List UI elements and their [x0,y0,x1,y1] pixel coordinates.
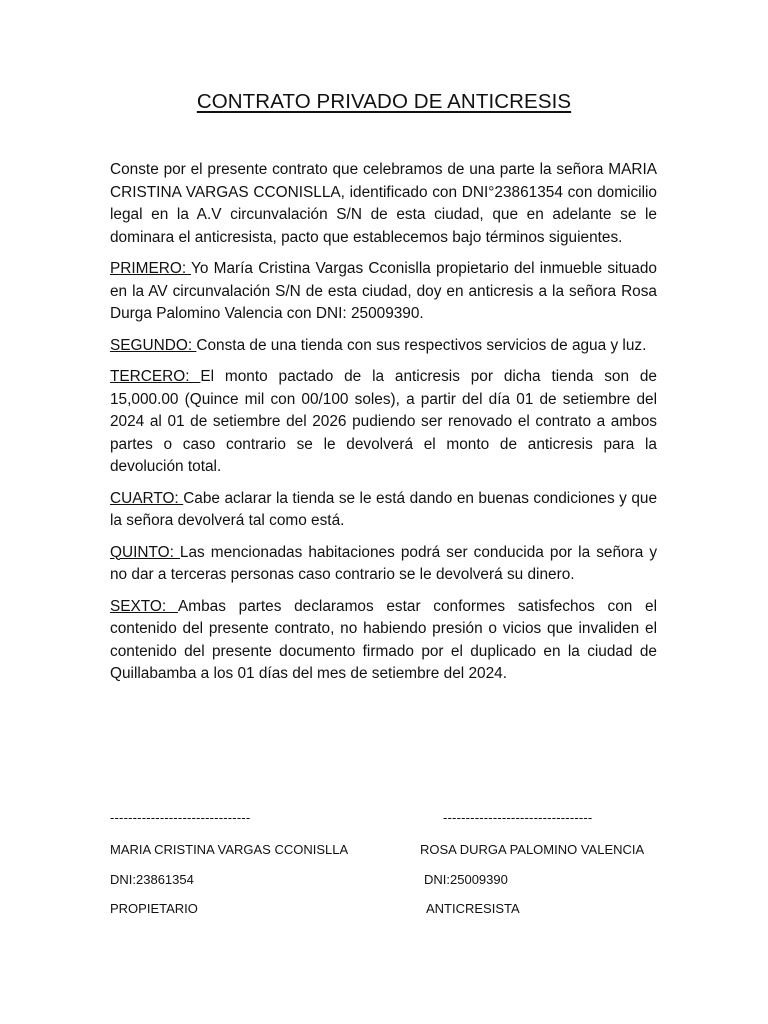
clause-text: Yo María Cristina Vargas Cconislla propietario del inmueble situado en la AV circunvalación S/N de esta ciudad, doy en anticresis a la señora Rosa Durga Palomino Valencia con DNI: 25009390. [110,260,657,322]
signatory-name-left: MARIA CRISTINA VARGAS CCONISLLA [110,842,349,857]
clause-text: Consta de una tienda con sus respectivos servicios de agua y luz. [196,336,647,354]
clause-quinto [110,542,657,587]
clause-label: SEXTO: [110,597,179,615]
clause-text: Las mencionadas habitaciones podrá ser conducida por la señora y no dar a terceras personas caso contrario se le devolverá su dinero. [110,543,658,583]
clause-primero [110,258,657,326]
contract-body [110,159,657,695]
clause-cuarto [110,488,657,533]
signatory-name-right: ROSA DURGA PALOMINO VALENCIA [420,842,645,857]
clause-label: PRIMERO: [110,260,192,277]
contract-title: CONTRATO PRIVADO DE ANTICRESIS [196,90,572,113]
signatory-role-right: ANTICRESISTA [426,901,520,916]
signature-line-left: ------------------------------- [110,810,251,825]
signature-line-right: --------------------------------- [443,810,593,825]
clause-tercero [110,366,657,479]
clause-segundo [110,335,657,358]
clause-label: QUINTO: [110,543,180,561]
signatory-dni-right: DNI:25009390 [424,872,508,887]
clause-text: Ambas partes declaramos estar conformes satisfechos con el contenido del presente contrato, no habiendo presión o vicios que invaliden el contenido del presente documento firmado por el duplicado en la ciudad de Quillabamba a los 01 días del mes de setiembre del 2024. [110,597,658,682]
clause-text: El monto pactado de la anticresis por dicha tienda son de 15,000.00 (Quince mil con 00/100 soles), a partir del día 01 de setiembre del 2024 al 01 de setiembre del 2026 pudiendo ser renovado el contrato a ambos partes o caso contrario se le devolverá el monto de anticresis para la devolución total. [110,368,657,475]
signatory-role-left: PROPIETARIO [110,901,198,916]
clause-sexto [110,596,657,686]
clause-text: Cabe aclarar la tienda se le está dando en buenas condiciones y que la señora devolverá tal como está. [110,489,658,529]
clause-label: SEGUNDO: [110,336,197,354]
intro-paragraph: Conste por el presente contrato que celebramos de una parte la señora MARIA CRISTINA VARGAS CCONISLLA, identificado con DNI°23861354 con domicilio legal en la A.V circunvalación S/N de esta ciudad, que en adelante se le dominara el anticresista, pacto que establecemos bajo términos siguientes. [110,161,657,246]
clause-label: TERCERO: [110,368,201,385]
clause-label: CUARTO: [110,489,184,507]
signatory-dni-left: DNI:23861354 [110,872,194,887]
